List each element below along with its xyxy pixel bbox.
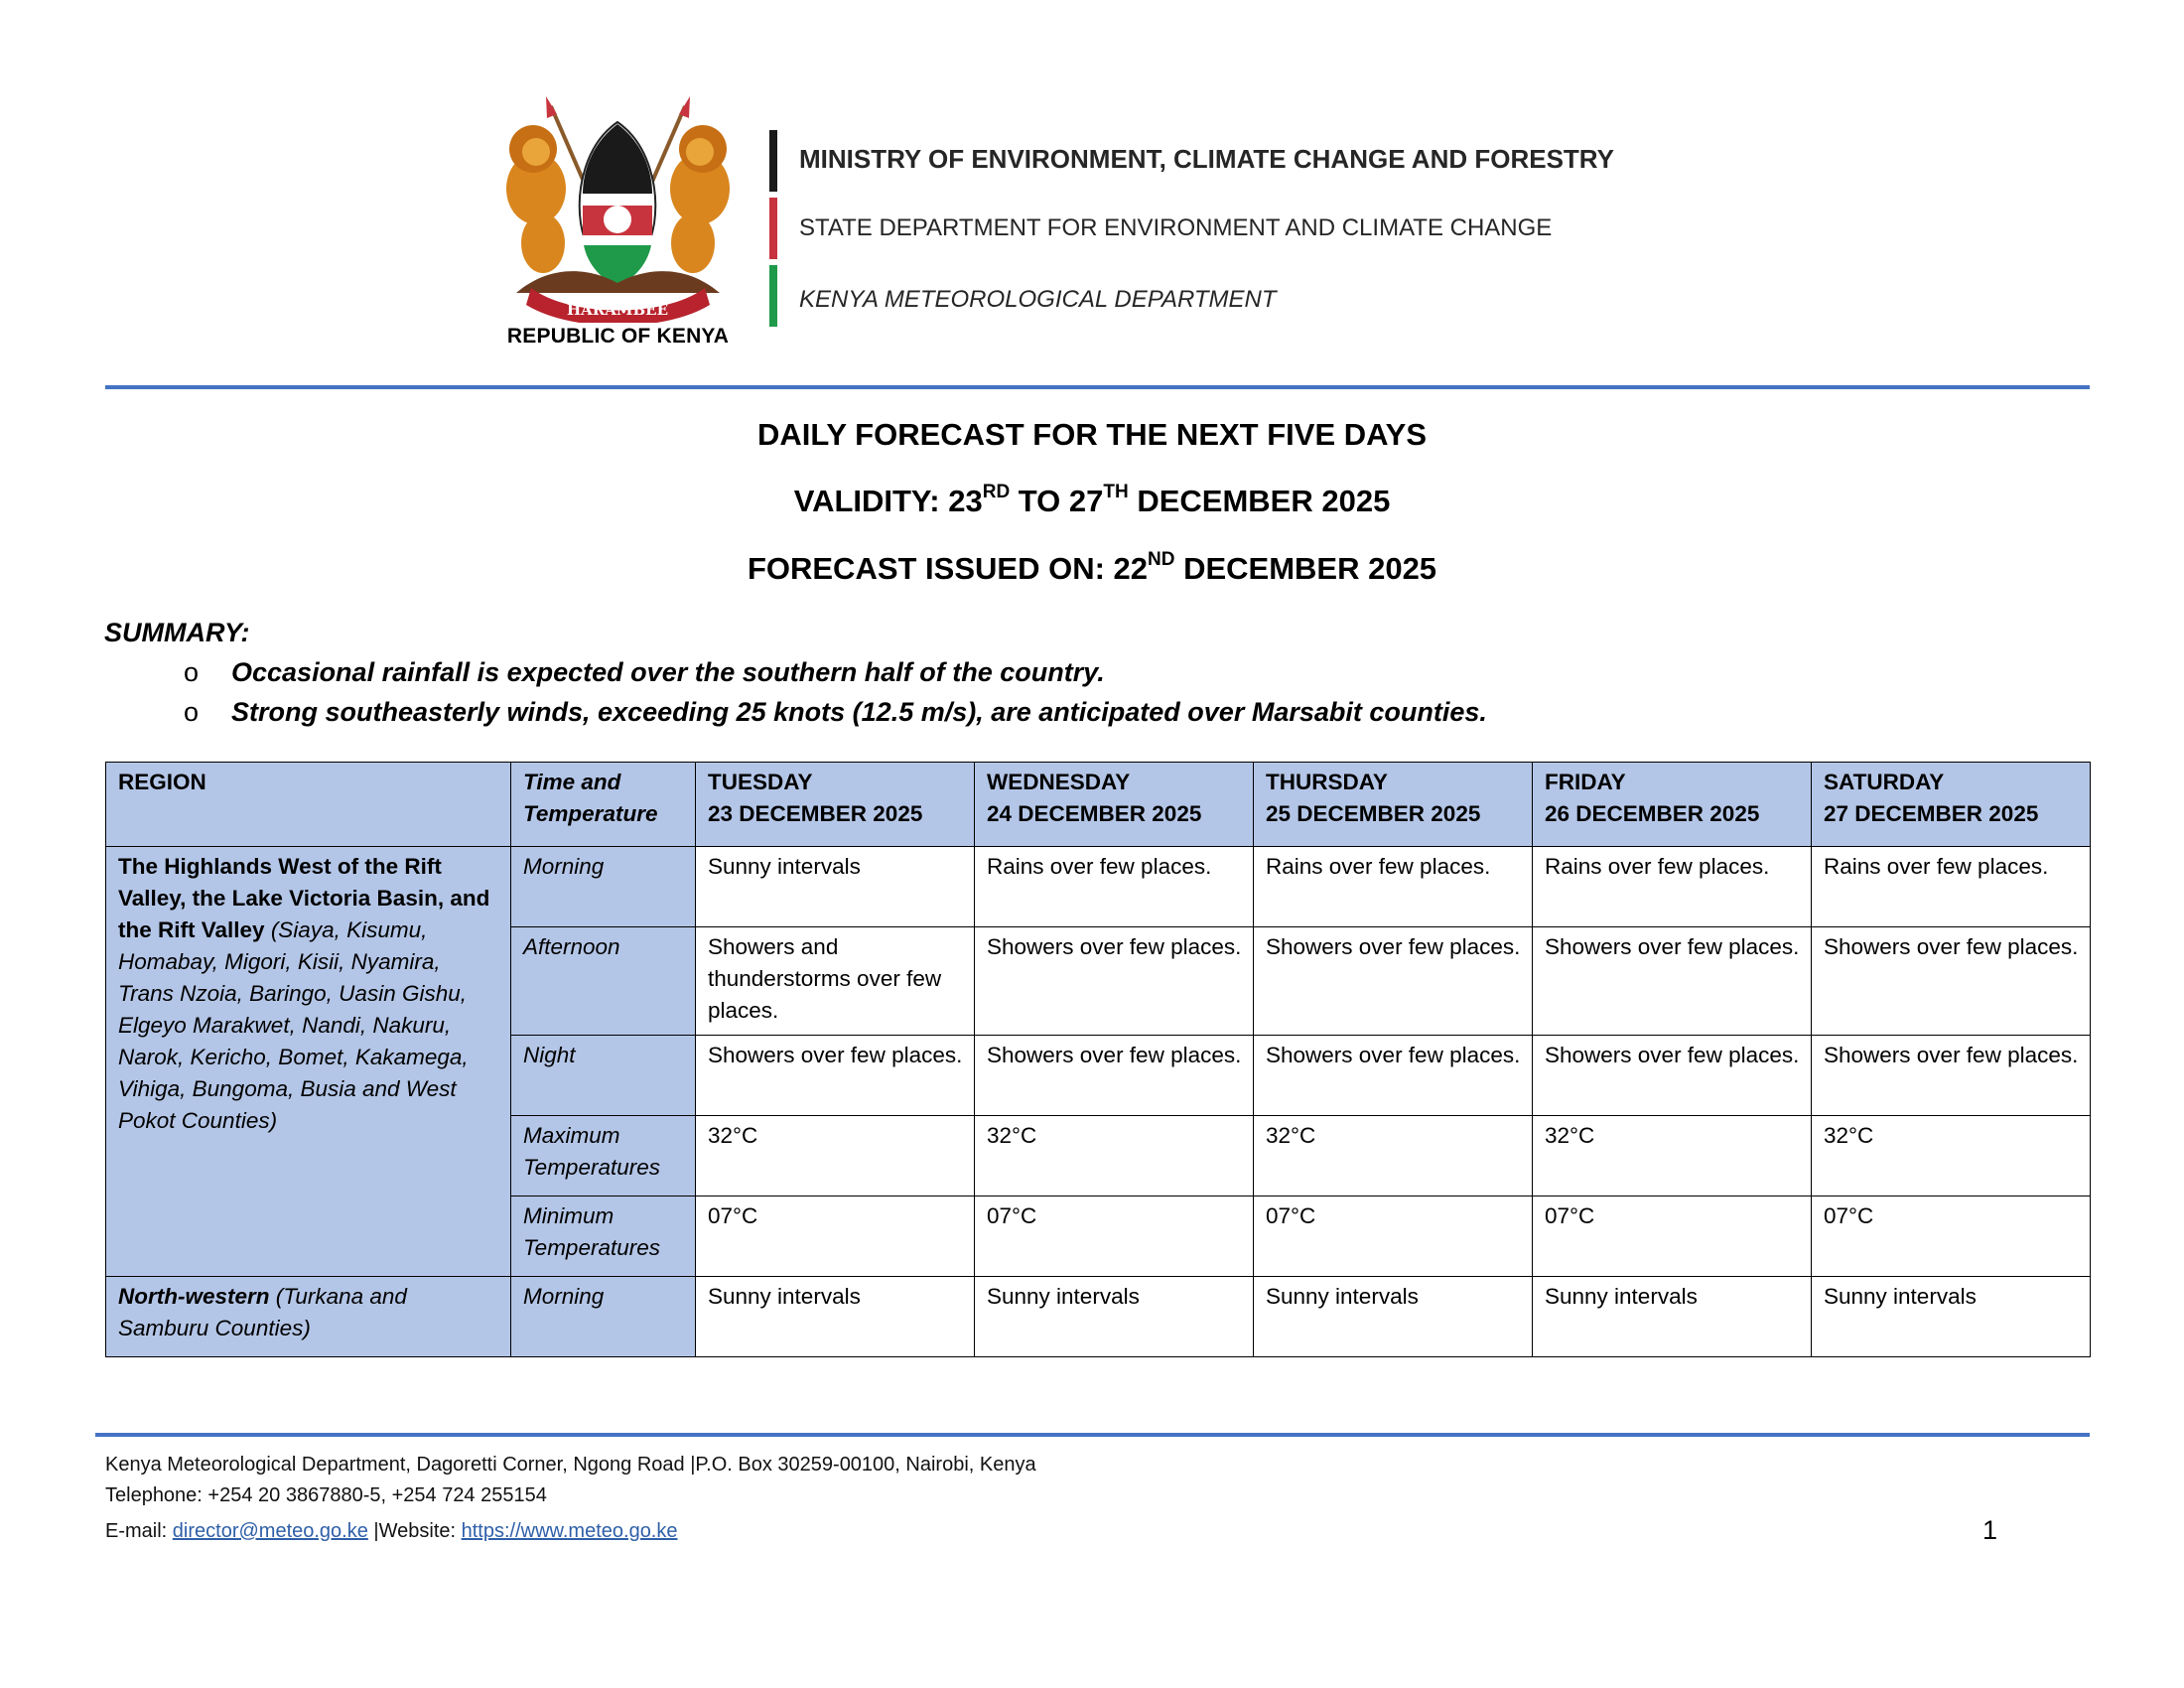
forecast-cell: Showers over few places. <box>1533 927 1812 1036</box>
time-header-line: Time and <box>523 770 621 794</box>
forecast-cell: Showers over few places. <box>1254 1036 1533 1116</box>
forecast-cell: Rains over few places. <box>975 847 1254 927</box>
summary-item: Occasional rainfall is expected over the southern half of the country. <box>231 657 1105 687</box>
coat-of-arms-logo <box>491 94 745 357</box>
coat-of-arms-icon <box>491 94 745 323</box>
forecast-cell: Rains over few places. <box>1254 847 1533 927</box>
day-name: WEDNESDAY <box>987 770 1131 794</box>
period-cell: Morning <box>511 1277 696 1357</box>
time-column-header <box>511 763 696 847</box>
header-bar-black <box>769 130 777 192</box>
footer-contact <box>105 1520 678 1543</box>
forecast-cell: Showers over few places. <box>1812 1036 2091 1116</box>
period-cell: Minimum Temperatures <box>511 1196 696 1277</box>
validity-prefix: VALIDITY: 23 <box>793 484 983 518</box>
department-name: KENYA METEOROLOGICAL DEPARTMENT <box>799 286 1277 313</box>
bullet-icon: o <box>184 697 200 727</box>
email-label: E-mail: <box>105 1520 173 1542</box>
day-column-header <box>1812 763 2091 847</box>
forecast-cell: Sunny intervals <box>1533 1277 1812 1357</box>
summary-item: Strong southeasterly winds, exceeding 25 knots (12.5 m/s), are anticipated over Marsabit counties. <box>231 697 1487 727</box>
footer-telephone: Telephone: +254 20 3867880-5, +254 724 255154 <box>105 1484 547 1506</box>
day-name: FRIDAY <box>1545 770 1626 794</box>
period-cell: Maximum Temperatures <box>511 1116 696 1196</box>
day-date: 26 DECEMBER 2025 <box>1545 801 1760 826</box>
day-date: 25 DECEMBER 2025 <box>1266 801 1481 826</box>
validity-superscript-2: TH <box>1103 482 1129 502</box>
forecast-cell: Sunny intervals <box>1812 1277 2091 1357</box>
table-row <box>106 847 2091 927</box>
forecast-cell: 32°C <box>1254 1116 1533 1196</box>
forecast-cell: Showers over few places. <box>1812 927 2091 1036</box>
footer-rule <box>95 1433 2090 1437</box>
forecast-cell: 32°C <box>696 1116 975 1196</box>
region-name: The Highlands West of the Rift Valley, the Lake Victoria Basin, and the Rift Valley <box>118 854 490 942</box>
summary-label: SUMMARY: <box>104 618 250 647</box>
header-rule <box>105 385 2090 389</box>
issued-superscript: ND <box>1148 549 1175 570</box>
forecast-cell: Showers over few places. <box>975 1036 1254 1116</box>
period-cell: Afternoon <box>511 927 696 1036</box>
region-counties: (Turkana and Samburu Counties) <box>118 1284 407 1340</box>
table-row <box>106 1277 2091 1357</box>
forecast-cell: Showers over few places. <box>975 927 1254 1036</box>
forecast-cell: 07°C <box>1812 1196 2091 1277</box>
day-name: TUESDAY <box>708 770 813 794</box>
forecast-cell: 07°C <box>696 1196 975 1277</box>
day-name: SATURDAY <box>1824 770 1945 794</box>
forecast-cell: 07°C <box>975 1196 1254 1277</box>
region-cell <box>106 847 511 1277</box>
day-date: 24 DECEMBER 2025 <box>987 801 1202 826</box>
page-number: 1 <box>1982 1515 1998 1545</box>
period-cell: Night <box>511 1036 696 1116</box>
validity-superscript-1: RD <box>982 482 1011 502</box>
forecast-cell: 07°C <box>1254 1196 1533 1277</box>
forecast-cell: 32°C <box>1533 1116 1812 1196</box>
header-bar-red <box>769 198 777 259</box>
day-column-header <box>696 763 975 847</box>
forecast-cell: Showers over few places. <box>1254 927 1533 1036</box>
forecast-cell: 32°C <box>975 1116 1254 1196</box>
region-name: North-western <box>118 1284 270 1309</box>
day-column-header <box>975 763 1254 847</box>
forecast-cell: Sunny intervals <box>696 1277 975 1357</box>
region-counties: (Siaya, Kisumu, Homabay, Migori, Kisii, Nyamira, Trans Nzoia, Baringo, Uasin Gishu, Elgeyo Marakwet, Nandi, Nakuru, Narok, Kericho, Bomet, Kakamega, Vihiga, Bungoma, Busia and West Pokot Counties) <box>118 917 469 1133</box>
state-department-name: STATE DEPARTMENT FOR ENVIRONMENT AND CLIMATE CHANGE <box>799 214 1553 241</box>
forecast-cell: Showers over few places. <box>1533 1036 1812 1116</box>
bullet-icon: o <box>184 657 200 687</box>
forecast-cell: Showers and thunderstorms over few places. <box>696 927 975 1036</box>
day-date: 23 DECEMBER 2025 <box>708 801 923 826</box>
validity-line <box>0 484 2184 519</box>
day-column-header <box>1533 763 1812 847</box>
email-link[interactable]: director@meteo.go.ke <box>172 1520 368 1542</box>
forecast-cell: 32°C <box>1812 1116 2091 1196</box>
motto-text: HARAMBEE <box>566 301 669 319</box>
day-name: THURSDAY <box>1266 770 1388 794</box>
day-date: 27 DECEMBER 2025 <box>1824 801 2039 826</box>
validity-middle: TO 27 <box>1010 484 1104 518</box>
region-column-header: REGION <box>106 763 511 847</box>
website-label: |Website: <box>367 1520 462 1542</box>
forecast-table <box>105 762 2091 1357</box>
region-cell <box>106 1277 511 1357</box>
issued-prefix: FORECAST ISSUED ON: 22 <box>747 551 1148 586</box>
forecast-cell: Sunny intervals <box>975 1277 1254 1357</box>
header-bar-green <box>769 265 777 327</box>
forecast-cell: Showers over few places. <box>696 1036 975 1116</box>
forecast-cell: Rains over few places. <box>1812 847 2091 927</box>
forecast-cell: Rains over few places. <box>1533 847 1812 927</box>
forecast-cell: 07°C <box>1533 1196 1812 1277</box>
footer-address: Kenya Meteorological Department, Dagoretti Corner, Ngong Road |P.O. Box 30259-00100, Nairobi, Kenya <box>105 1454 1036 1476</box>
forecast-cell: Sunny intervals <box>1254 1277 1533 1357</box>
issued-suffix: DECEMBER 2025 <box>1174 551 1437 586</box>
issued-line <box>0 551 2184 587</box>
logo-caption: REPUBLIC OF KENYA <box>506 325 730 348</box>
table-header-row <box>106 763 2091 847</box>
website-link[interactable]: https://www.meteo.go.ke <box>461 1520 678 1542</box>
validity-suffix: DECEMBER 2025 <box>1128 484 1391 518</box>
day-column-header <box>1254 763 1533 847</box>
time-header-line: Temperature <box>523 801 658 826</box>
document-title: DAILY FORECAST FOR THE NEXT FIVE DAYS <box>756 417 1428 452</box>
period-cell: Morning <box>511 847 696 927</box>
ministry-name: MINISTRY OF ENVIRONMENT, CLIMATE CHANGE AND FORESTRY <box>799 144 1614 174</box>
forecast-cell: Sunny intervals <box>696 847 975 927</box>
